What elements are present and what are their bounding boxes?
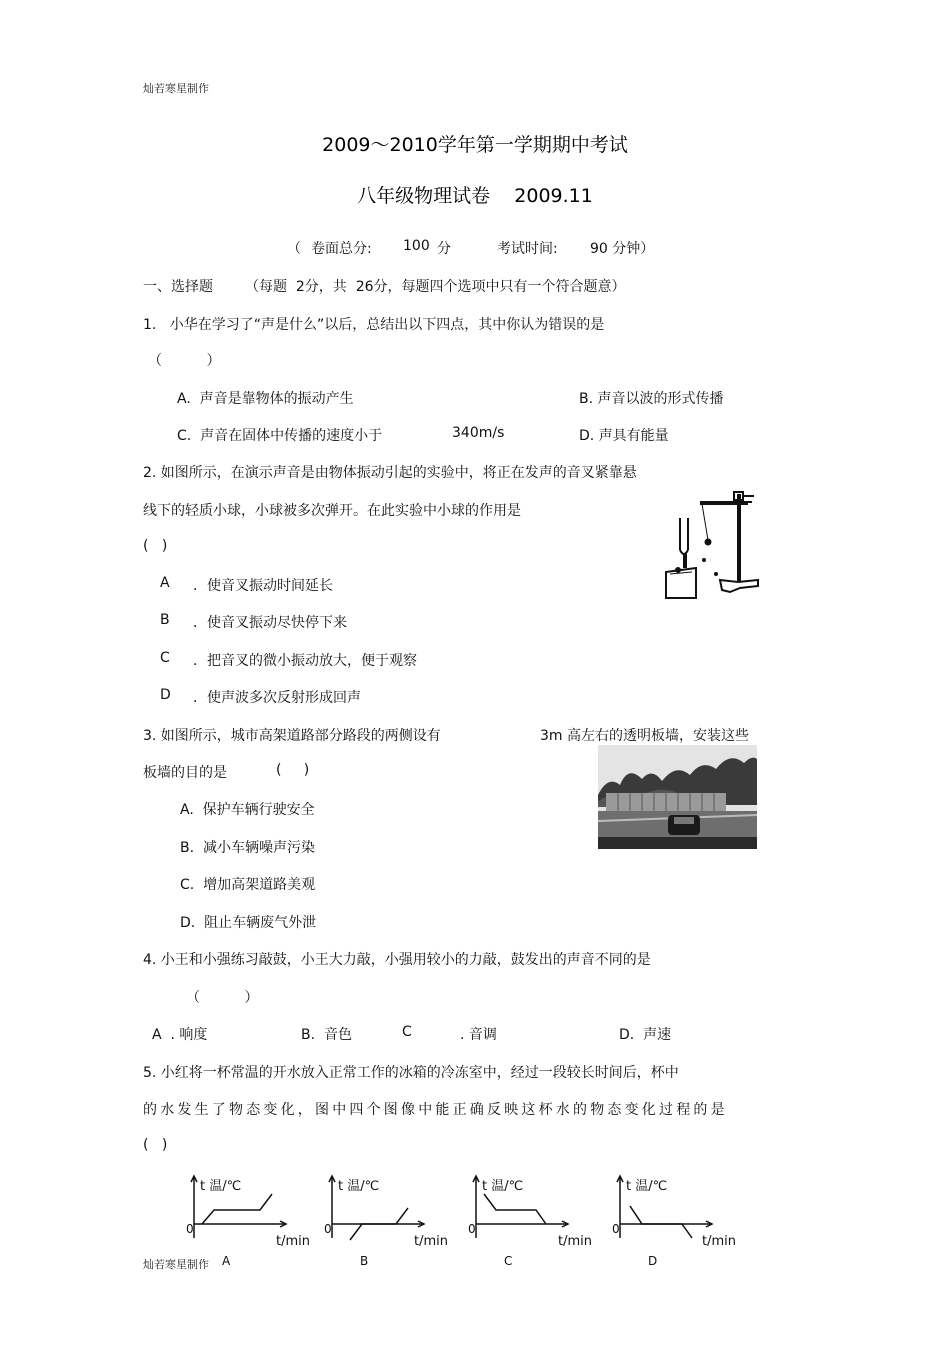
graph-b-x-label: t/min [414,1234,448,1249]
total-score-value: 100 [403,238,430,254]
graph-b-y-label: t 温/℃ [338,1179,380,1194]
q5-stem-line1: 5. 小红将一杯常温的开水放入正常工作的冰箱的冷冻室中，经过一段较长时间后，杯中 [143,1065,679,1081]
q3-option-a: A. 保护车辆行驶安全 [180,802,315,818]
graph-a-label: A [222,1254,231,1268]
exam-title: 2009～2010学年第一学期期中考试 [322,134,628,156]
q4-option-c: . 音调 [460,1027,497,1043]
q4-option-b: B. 音色 [301,1027,352,1043]
graph-d-origin: 0 [612,1222,620,1236]
tuning-fork-apparatus-figure [660,488,762,600]
graph-c-y-label: t 温/℃ [482,1179,524,1194]
q4-option-a: A . 响度 [152,1027,208,1043]
graph-a-origin: 0 [186,1222,194,1236]
q2-stem-line2: 线下的轻质小球，小球被多次弹开。在此实验中小球的作用是 [143,503,521,519]
q1-option-d: D. 声具有能量 [579,428,669,444]
q4-option-d: D. 声速 [619,1027,672,1043]
q2-stem-line1: 2. 如图所示，在演示声音是由物体振动引起的实验中，将正在发声的音叉紧靠悬 [143,465,637,481]
total-score-unit: 分 [437,241,451,257]
q1-option-c: C. 声音在固体中传播的速度小于 [177,428,383,444]
graph-c-origin: 0 [468,1222,476,1236]
graph-a-x-label: t/min [276,1234,310,1249]
q4-answer-blank: （ ） [186,990,259,1006]
section-heading: 一、选择题 [143,279,213,295]
q3-stem-line1-right: 3m 高左右的透明板墙，安装这些 [540,728,749,744]
header-watermark: 灿若寒星制作 [143,82,209,95]
q2-option-c: ．把音叉的微小振动放大，便于观察 [193,653,417,669]
q1-option-c-value: 340m/s [452,425,505,441]
graph-a-y-label: t 温/℃ [200,1179,242,1194]
q1-option-a: A. 声音是靠物体的振动产生 [177,391,354,407]
graph-b [318,1172,458,1272]
graph-b-origin: 0 [324,1222,332,1236]
q1-answer-blank: （ ） [148,353,221,369]
graph-d-x-label: t/min [702,1234,736,1249]
q3-option-d: D. 阻止车辆废气外泄 [180,915,317,931]
q2-option-d: ．使声波多次反射形成回声 [193,690,361,706]
q3-option-c: C. 增加高架道路美观 [180,877,316,893]
q3-stem-line1: 3. 如图所示，城市高架道路部分路段的两侧设有 [143,728,441,744]
graph-d-y-label: t 温/℃ [626,1179,668,1194]
q5-stem-line2: 的水发生了物态变化，图中四个图像中能正确反映这杯水的物态变化过程的是 [143,1102,728,1118]
q2-option-a: ．使音叉振动时间延长 [193,578,333,594]
exam-info-open: （ [287,241,301,257]
q2-option-b: ．使音叉振动尽快停下来 [193,615,347,631]
total-score-label: 卷面总分: [311,241,372,257]
graph-c [462,1172,602,1272]
graph-c-x-label: t/min [558,1234,592,1249]
q3-answer-blank: ( ) [276,762,310,778]
footer-watermark: 灿若寒星制作 [143,1258,209,1271]
q4-option-c-letter: C [402,1024,412,1040]
section-note: （每题 2分，共 26分，每题四个选项中只有一个符合题意） [245,279,626,295]
q4-stem: 4. 小王和小强练习敲鼓，小王大力敲，小强用较小的力敲，鼓发出的声音不同的是 [143,952,651,968]
graph-d-label: D [648,1254,658,1268]
exam-time-label: 考试时间: [497,241,558,257]
q2-option-d-letter: D [160,687,171,703]
exam-subtitle: 八年级物理试卷 2009.11 [357,185,593,207]
q5-answer-blank: ( ) [143,1137,168,1153]
q1-option-b: B. 声音以波的形式传播 [579,391,724,407]
exam-time-value: 90 分钟） [590,241,655,257]
q3-stem-line2: 板墙的目的是 [143,765,227,781]
q2-answer-blank: ( ) [143,538,168,554]
q2-option-b-letter: B [160,612,170,628]
q2-option-c-letter: C [160,650,170,666]
graph-d [606,1172,746,1272]
graph-b-label: B [360,1254,369,1268]
graph-c-label: C [504,1254,513,1268]
q2-option-a-letter: A [160,575,170,591]
q1-stem: 1. 小华在学习了“声是什么”以后，总结出以下四点，其中你认为错误的是 [143,317,605,333]
q3-option-b: B. 减小车辆噪声污染 [180,840,315,856]
elevated-road-photo [598,745,757,849]
